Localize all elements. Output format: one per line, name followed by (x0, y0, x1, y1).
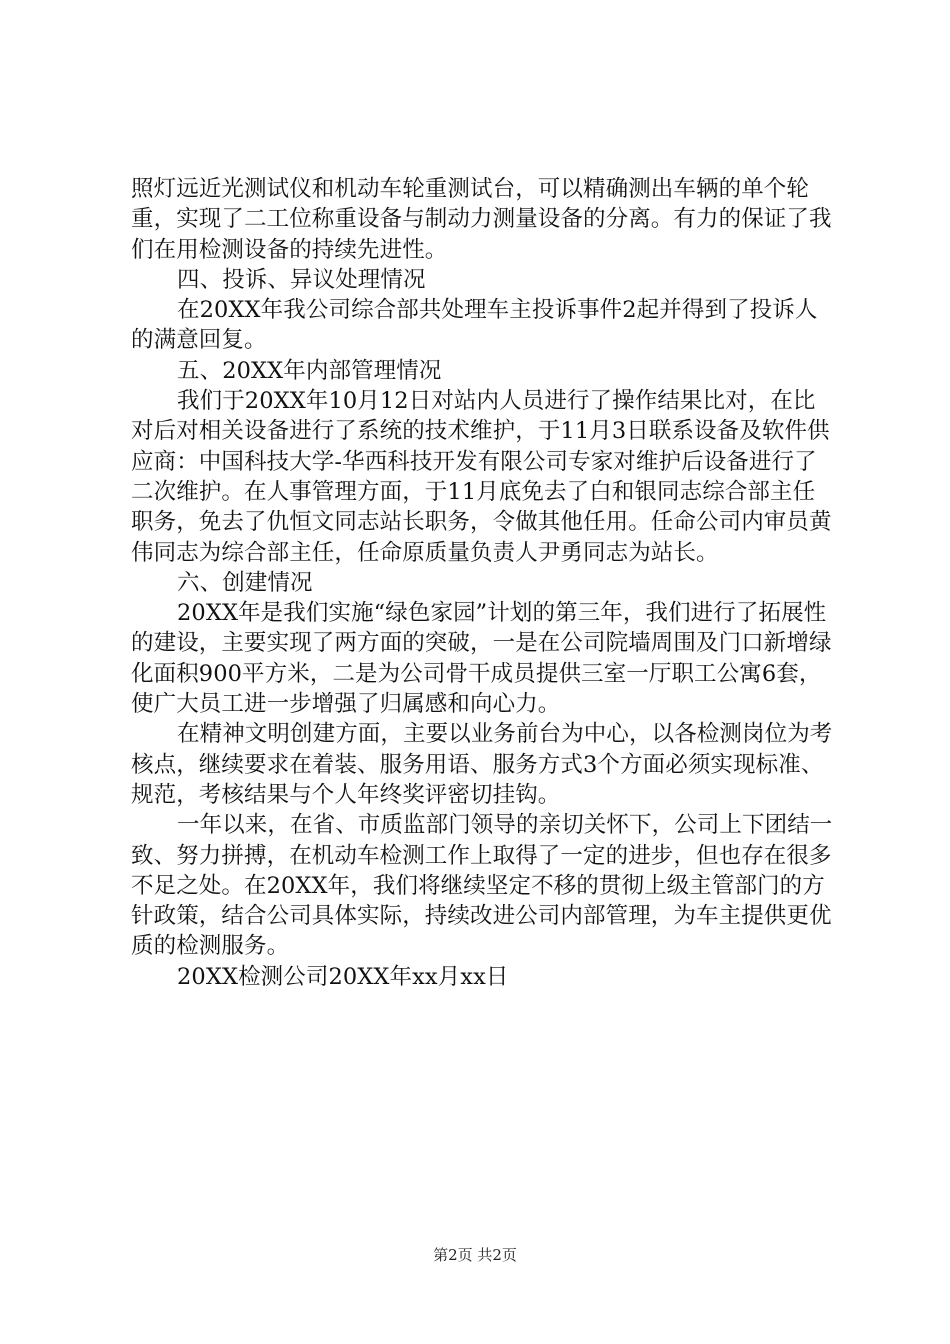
paragraph-green-home: 20XX年是我们实施“绿色家园”计划的第三年，我们进行了拓展性的建设，主要实现了两方面的突破，一是在公司院墙周围及门口新增绿化面积900平方米，二是为公司骨干成员提供三室一厅职工公寓6套，使广大员工进一步增强了归属感和向心力。 (131, 600, 832, 718)
paragraph-spiritual-civilization: 在精神文明创建方面，主要以业务前台为中心，以各检测岗位为考核点，继续要求在着装、服务用语、服务方式3个方面必须实现标准、规范，考核结果与个人年终奖评密切挂钩。 (131, 721, 833, 808)
page-number-footer: 第2页 共2页 (433, 1246, 517, 1264)
paragraph-equipment-continuation: 照灯远近光测试仪和机动车轮重测试台，可以精确测出车辆的单个轮重，实现了二工位称重设备与制动力测量设备的分离。有力的保证了我们在用检测设备的持续先进性。 (131, 176, 832, 263)
paragraph-complaints: 在20XX年我公司综合部共处理车主投诉事件2起并得到了投诉人的满意回复。 (131, 297, 818, 354)
document-body (131, 174, 836, 992)
section-heading-internal-management: 五、20XX年内部管理情况 (177, 357, 442, 384)
section-heading-complaints: 四、投诉、异议处理情况 (177, 266, 426, 293)
signature-date: 20XX检测公司20XX年xx月xx日 (177, 963, 509, 990)
paragraph-summary: 一年以来，在省、市质监部门领导的亲切关怀下，公司上下团结一致、努力拼搏，在机动车检测工作上取得了一定的进步，但也存在很多不足之处。在20XX年，我们将继续坚定不移的贯彻上级主管部门的方针政策，结合公司具体实际，持续改进公司内部管理，为车主提供更优质的检测服务。 (131, 812, 833, 960)
section-heading-creation: 六、创建情况 (177, 569, 313, 596)
paragraph-internal-management: 我们于20XX年10月12日对站内人员进行了操作结果比对，在比对后对相关设备进行了系统的技术维护，于11月3日联系设备及软件供应商：中国科技大学-华西科技开发有限公司专家对维护后设备进行了二次维护。在人事管理方面，于11月底免去了白和银同志综合部主任职务，免去了仇恒文同志站长职务，令做其他任用。任命公司内审员黄伟同志为综合部主任，任命原质量负责人尹勇同志为站长。 (131, 388, 832, 566)
